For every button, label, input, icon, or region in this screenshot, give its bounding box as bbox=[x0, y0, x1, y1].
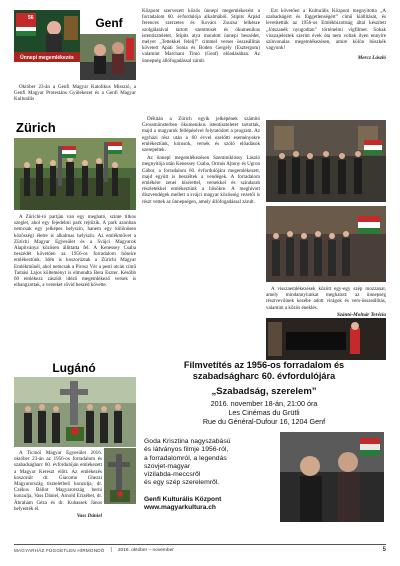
genf-photo-2-art bbox=[80, 34, 136, 80]
right-top-signature: Mercz László bbox=[357, 55, 386, 62]
genf-paragraph-text: Október 23-án a Genfi Magyar Katolikus Misszió, a Genfi Magyar Protestáns Gyülekezet és a Genfi Magyar Kulturális bbox=[14, 84, 136, 103]
lugano-text bbox=[14, 450, 102, 519]
zurich-piano-photo-art bbox=[266, 318, 386, 360]
genf-photo-caption: Ünnepi megemlékezés bbox=[20, 55, 74, 61]
film-poster bbox=[280, 432, 384, 522]
announcement-headline-1: Filmvetítés az 1956-os forradalom és bbox=[183, 360, 345, 370]
announcement-headline bbox=[142, 360, 386, 382]
genf-title: Genf bbox=[95, 16, 123, 30]
zurich-col2-paragraph-b: Az ünnepi megemlékezésen Szentmiklóssy László megnyitója után Kenessey Csaba, Ormós Ajtony és Ugron Gábor, a forradalom 60. évfordulójára megemlékezett, majd együtt is beszéltek a vendégek. A forradalom emlékére zenei kísérettel, versekkel és színdarab részletekkel emlékeztünk a hősökre. A meghívott díszvendégek mellett a svájci magyar közösség vezetői is részt vettek az ünnepségen, amely állófogadással zárult. bbox=[142, 155, 260, 205]
zurich-right-photo-1-art bbox=[266, 120, 386, 202]
zurich-right-photo-1 bbox=[266, 120, 386, 202]
zurich-main-photo-art bbox=[14, 138, 136, 210]
announcement-description bbox=[144, 438, 262, 488]
footer-publication: MAGYARHÁZ FÜGGETLEN HÍRMONDÓ bbox=[14, 547, 105, 553]
announcement-film-title: „Szabadság, szerelem” bbox=[211, 386, 317, 397]
right-top-paragraph: Ezt követően a Kulturális Központ megnyitotta „A szabadságért és függetlenségért” című kiállítását, és levetítettük az 1956-os Emlékbizottság által készített „Jótszanék nyugodtan” történelmi vígfilmet. Sokak visszajeleztek szerint évek óta nem voltak ilyen ennyire színvonalas megemlékezésen, amire külön büszkék vagyunk! bbox=[266, 8, 386, 52]
announcement-desc-5: vízilabda-meccsről bbox=[144, 471, 201, 479]
announcement-org-url[interactable]: www.magyarkultura.ch bbox=[144, 504, 216, 512]
film-announcement bbox=[142, 360, 386, 540]
announcement-desc-4: szovjet-magyar bbox=[144, 462, 191, 470]
announcement-date: 2016. november 18-án, 21:00 óra bbox=[210, 399, 318, 408]
genf-photo-2 bbox=[80, 34, 136, 80]
lugano-photo-2 bbox=[104, 448, 136, 504]
page-footer bbox=[14, 544, 386, 555]
right-mid-paragraph: A visszaemlékezések között egy-egy szép mozzanat, amely mindannyiunkat meghatott: az ünnepség résztvevőinek kezébe adott virágok és vers-összeállítás, valamint a közös éneklés. bbox=[266, 286, 386, 311]
middle-top-text bbox=[142, 8, 260, 64]
zurich-piano-photo bbox=[266, 318, 386, 360]
lugano-paragraph: A Ticinói Magyar Egyesület 2016. október 23-án az 1956-os forradalom és szabadságharc 60. évfordulóján emlékezett a Magyar Kereszt előtt. Az emlékezés koszorúit dr. Giacomo Ghezzi Magyarország tiszteletbeli konzulja, dr. Czékus Bálint Magyarország berni konzulja, Vass Dániel, Arnold Erzsébet, dr. Ábrahám Géza és dr. Kubassek János helyezték el. bbox=[14, 450, 102, 512]
announcement-desc-1: Goda Krisztina nagyszabású bbox=[144, 438, 231, 445]
announcement-address: Rue du Général-Dufour 16, 1204 Genf bbox=[202, 417, 326, 426]
announcement-desc-3: a forradalomról, a legendás bbox=[144, 454, 227, 462]
right-mid-text bbox=[266, 286, 386, 318]
film-poster-art bbox=[280, 432, 384, 522]
lugano-signature: Vass Dániel bbox=[76, 513, 102, 520]
footer-issue: 2016. október – november bbox=[117, 547, 174, 553]
lugano-photo-2-art bbox=[104, 448, 136, 504]
announcement-headline-2: szabadságharc 60. évfordulójára bbox=[192, 371, 336, 381]
announcement-org-name: Genfi Kulturális Központ bbox=[144, 496, 222, 503]
lugano-photo-art bbox=[14, 377, 136, 447]
zurich-right-photo-2 bbox=[266, 206, 386, 282]
zurich-col2-text bbox=[142, 116, 260, 205]
announcement-venue: Les Cinémas du Grütli bbox=[228, 408, 300, 417]
announcement-desc-2: és látványos filmje 1956-ról, bbox=[144, 446, 229, 454]
zurich-title: Zürich bbox=[16, 120, 56, 135]
zurich-col1-paragraph: A Zürichi-tó partján van egy megható, szinte titkos szeglet, ahol egy fejedelmi park rejtőzik. A park azonban nemcsak egy jelképes helyszín, hanem egy különösen közösségi életre is alkalmas helyszín. Az emlékművet a Zürichi Magyar Egyesület és a Svájci Magyarok Alapítványa közösen állíttatta fel. A Kenessey Csaba beszédét követően az 1956-os forradalom hőseire emlékeztünk. Idén is koszorúztak a Zürichi Magyar Emlékműnél, ahol nemcsak a Pirosz Vér a pesti utcán című Tamási Lajos költeményt is elmondta Bera Eszter. Később 60 emlékezz zászlót idéző megemlékező versek is elhangzottak, a verseket rövid beszéd követte. bbox=[14, 214, 136, 289]
right-top-text bbox=[266, 8, 386, 62]
footer-page-number: 5 bbox=[382, 547, 386, 553]
zurich-col2-paragraph-a: Délután a Zürich egyik jelképének számító Grossmünsterben ökumenikus istentiszteletet tartottak, majd a magyarok fellépésével folytatódott a program. Az egyházi rész után a 60 évvel ezelőtti eseményekre emlékeztünk, kórusok, versek és szóló előadások szerepeltek. bbox=[142, 116, 260, 154]
zurich-right-photo-2-art bbox=[266, 206, 386, 282]
announcement-desc-6: és egy szép szerelemről. bbox=[144, 479, 220, 487]
announcement-organizer bbox=[144, 496, 284, 513]
zurich-col1-text bbox=[14, 214, 136, 288]
footer-separator-1: | bbox=[110, 547, 112, 553]
genf-paragraph bbox=[14, 84, 136, 103]
svg-text:56: 56 bbox=[28, 15, 34, 21]
zurich-main-photo bbox=[14, 138, 136, 210]
middle-top-paragraph: Központ szervezett közös ünnepi megemlékezést a forradalom 60. évfordulója alkalmából. Stipits Árpád ferences szerzetes és Kovács Zsuzsa lelkésze szolgálatával tartott szentmisét és ökumenikus istentiszteletet, Stipits atya mondott ünnepi beszédet, melyet „Tettekkel felelj!” címmel verses összeállítás követett Apáti Sonia és Boden Gergely (Esztergom) valamint Marchant Timó (Genf) előadásában. Az ünnepség állófogadással zárult. bbox=[142, 8, 260, 64]
right-mid-signature: Szántó-Molnár Terézia bbox=[337, 311, 386, 318]
lugano-photo bbox=[14, 377, 136, 447]
genf-photo bbox=[14, 10, 80, 62]
lugano-title: Lugánó bbox=[52, 361, 96, 375]
